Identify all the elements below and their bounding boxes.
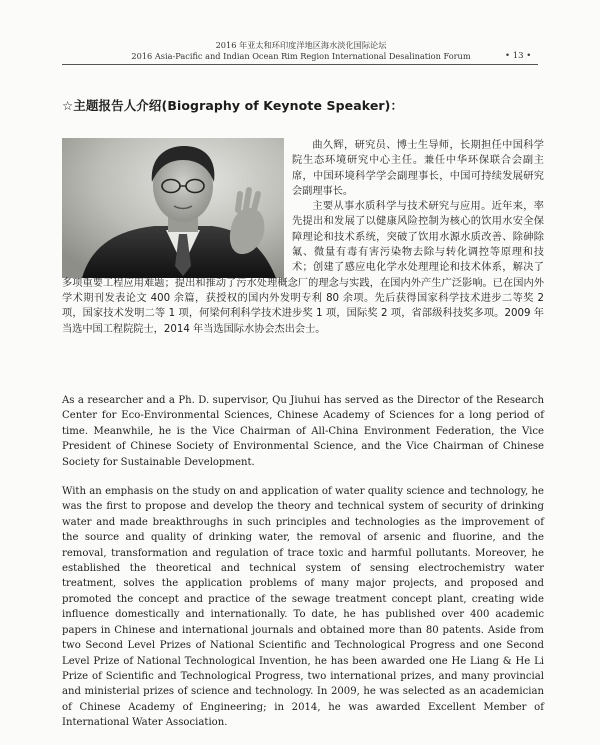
- header-rule: [62, 64, 538, 65]
- page-number: • 13 •: [505, 51, 532, 61]
- section-title: ☆主题报告人介绍(Biography of Keynote Speaker)：: [62, 98, 404, 113]
- photo-float-spacer: [62, 138, 284, 272]
- bio-chinese: [62, 138, 544, 337]
- running-header: [66, 40, 536, 62]
- header-title-zh: 2016 年亚太和环印度洋地区海水淡化国际论坛: [215, 40, 387, 50]
- bio-en-paragraph-1: As a researcher and a Ph. D. supervisor, Qu Jiuhui has served as the Director of the Research Center for Eco-Environmental Sciences, Chinese Academy of Sciences for a long period of time. Meanwhile, he is the Vice Chairman of All-China Environment Federation, the Vice President of Chinese Society of Environmental Science, and the Vice Chairman of Chinese Society for Sustainable Development.: [62, 395, 544, 468]
- bio-en-paragraph-2: With an emphasis on the study on and application of water quality science and technology, he was the first to propose and develop the theory and technical system of security of drinking water and made breakthroughs in such principles and technologies as the improvement of the source and quality of drinking water, the removal of arsenic and fluorine, and the removal, transformation and regulation of trace toxic and harmful pollutants. Moreover, he established the theoretical and technical system of sensing electrochemistry water treatment, solves the application problems of many major projects, and proposed and promoted the concept and practice of the sewage treatment concept plant, creating wide influence domestically and internationally. To date, he has published over 400 academic papers in Chinese and international journals and obtained more than 80 patents. Aside from two Second Level Prizes of National Scientific and Technological Progress and one Second Level Prize of National Technological Invention, he has been awarded one He Liang & He Li Prize of Scientific and Technological Progress, two international prizes, and many provincial and ministerial prizes of science and technology. In 2009, he was selected as an academician of Chinese Academy of Engineering; in 2014, he was awarded Excellent Member of International Water Association.: [62, 486, 544, 729]
- bio-zh-paragraph-2: 主要从事水质科学与技术研究与应用。近年来，率先提出和发展了以健康风险控制为核心的饮用水安全保障理论和技术系统，突破了饮用水源水质改善、除砷除氟、微量有毒有害污染物去除与转化调控等原理和技术；创建了感应电化学水处理理论和技术体系，解决了多项重要工程应用难题；提出和推动了污水处理概念厂的理念与实践，在国内外产生广泛影响。已在国内外学术期刊发表论文 400 余篇，获授权的国内外发明专利 80 余项。先后获得国家科学技术进步二等奖 2 项，国家技术发明二等 1 项，何梁何利科学技术进步奖 1 项，国际奖 2 项，省部级科技奖多项。2009 年当选中国工程院院士，2014 年当选国际水协会杰出会士。: [62, 201, 544, 335]
- bio-zh-paragraph-1: 曲久辉，研究员、博士生导师，长期担任中国科学院生态环境研究中心主任。兼任中华环保联合会副主席，中国环境科学学会副理事长，中国可持续发展研究会副理事长。: [292, 140, 544, 197]
- header-title-en: 2016 Asia-Pacific and Indian Ocean Rim Region International Desalination Forum: [131, 51, 471, 61]
- bio-english: [62, 393, 544, 745]
